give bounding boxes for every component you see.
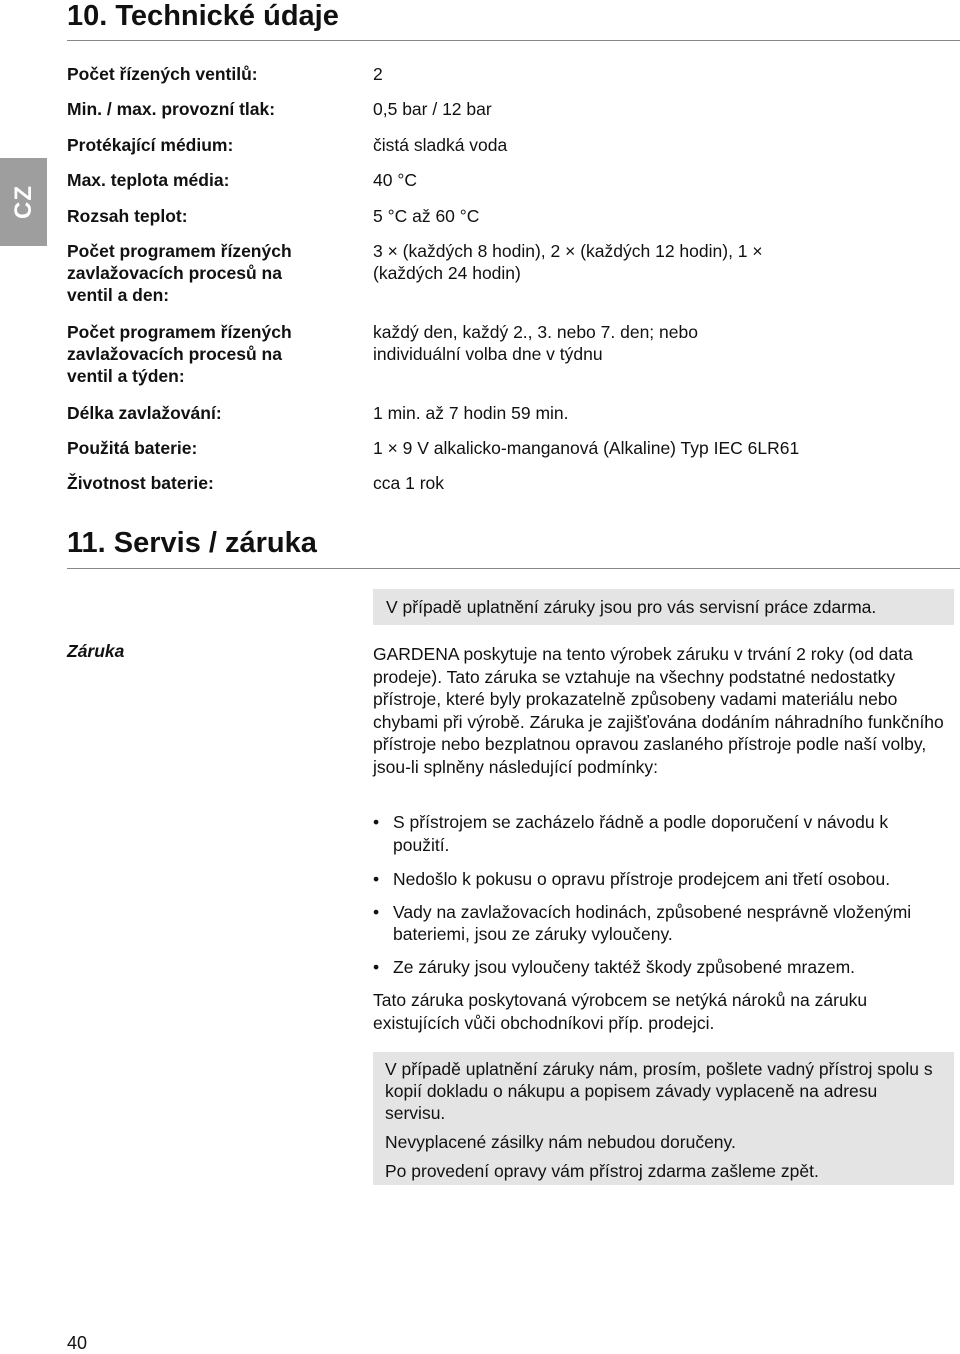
- spec-label: Počet programem řízených zavlažovacích procesů na ventil a týden:: [67, 322, 292, 386]
- return-instructions-box: [373, 1052, 954, 1185]
- spec-label: Min. / max. provozní tlak:: [67, 99, 276, 119]
- spec-value: každý den, každý 2., 3. nebo 7. den; nebo individuální volba dne v týdnu: [373, 322, 698, 364]
- condition-text: Ze záruky jsou vyloučeny taktéž škody způsobené mrazem.: [393, 956, 856, 977]
- section-11-divider: [67, 568, 960, 569]
- section-11-title: 11. Servis / záruka: [67, 527, 317, 559]
- bullet-icon: •: [373, 812, 380, 832]
- spec-label: Protékající médium:: [67, 135, 234, 155]
- list-item: [373, 901, 948, 946]
- spec-label: Délka zavlažování:: [67, 403, 222, 423]
- warranty-label: Záruka: [67, 641, 125, 661]
- spec-value: čistá sladká voda: [373, 135, 508, 155]
- warranty-conditions: [373, 811, 948, 978]
- spec-value: 1 min. až 7 hodin 59 min.: [373, 403, 569, 423]
- free-service-notice-text: V případě uplatnění záruky jsou pro vás servisní práce zdarma.: [386, 597, 877, 617]
- spec-value: 5 °C až 60 °C: [373, 206, 480, 226]
- condition-text: Nedošlo k pokusu o opravu přístroje prodejcem ani třetí osobou.: [393, 869, 891, 889]
- spec-value: 40 °C: [373, 170, 417, 190]
- spec-value: 1 × 9 V alkalicko-manganová (Alkaline) Typ IEC 6LR61: [373, 438, 800, 458]
- condition-text: Vady na zavlažovacích hodinách, způsobené nesprávně vloženými bateriemi, jsou ze záruky vyloučeny.: [393, 901, 912, 944]
- bullet-icon: •: [373, 956, 380, 977]
- section-10-title: 10. Technické údaje: [67, 0, 339, 32]
- free-service-notice: [373, 589, 954, 625]
- bullet-icon: •: [373, 901, 380, 922]
- return-instructions-text: Po provedení opravy vám přístroj zdarma zašleme zpět.: [385, 1161, 819, 1181]
- spec-label: Max. teplota média:: [67, 170, 230, 190]
- page-number: 40: [67, 1333, 88, 1353]
- spec-label: Počet řízených ventilů:: [67, 64, 258, 84]
- spec-value: 0,5 bar / 12 bar: [373, 99, 492, 119]
- list-item: [373, 956, 948, 979]
- spec-value: 3 × (každých 8 hodin), 2 × (každých 12 hodin), 1 × (každých 24 hodin): [373, 241, 763, 283]
- return-instructions-text: V případě uplatnění záruky nám, prosím, pošlete vadný přístroj spolu s kopií dokladu o nákupu a popisem závady vyplaceně na adresu servisu.: [385, 1059, 933, 1123]
- bullet-icon: •: [373, 869, 380, 889]
- spec-value: cca 1 rok: [373, 473, 444, 493]
- spec-value: 2: [373, 64, 383, 84]
- spec-label: Rozsah teplot:: [67, 206, 188, 226]
- section-10-divider: [67, 40, 960, 41]
- language-tab-label: CZ: [9, 185, 37, 219]
- list-item: [373, 811, 948, 856]
- warranty-text: GARDENA poskytuje na tento výrobek záruku v trvání 2 roky (od data prodeje). Tato záruka se vztahuje na všechny podstatné nedostatky přístroje, které byly prokazatelně způsobeny vadami materiálu nebo chybami při výrobě. Záruka je zajišťována dodáním náhradního funkčního přístroje nebo bezplatnou opravou zaslaného přístroje podle naší volby, jsou-li splněny následující podmínky:: [373, 644, 944, 777]
- spec-label: Životnost baterie:: [67, 473, 214, 493]
- claims-note: Tato záruka poskytovaná výrobcem se netýká nároků na záruku existujících vůči obchodníkovi příp. prodejci.: [373, 990, 868, 1033]
- spec-label: Počet programem řízených zavlažovacích procesů na ventil a den:: [67, 241, 292, 305]
- spec-label: Použitá baterie:: [67, 438, 198, 458]
- language-tab: [0, 158, 47, 246]
- condition-text: S přístrojem se zacházelo řádně a podle doporučení v návodu k použití.: [393, 812, 889, 855]
- list-item: [373, 868, 948, 891]
- return-instructions-text: Nevyplacené zásilky nám nebudou doručeny.: [385, 1132, 736, 1152]
